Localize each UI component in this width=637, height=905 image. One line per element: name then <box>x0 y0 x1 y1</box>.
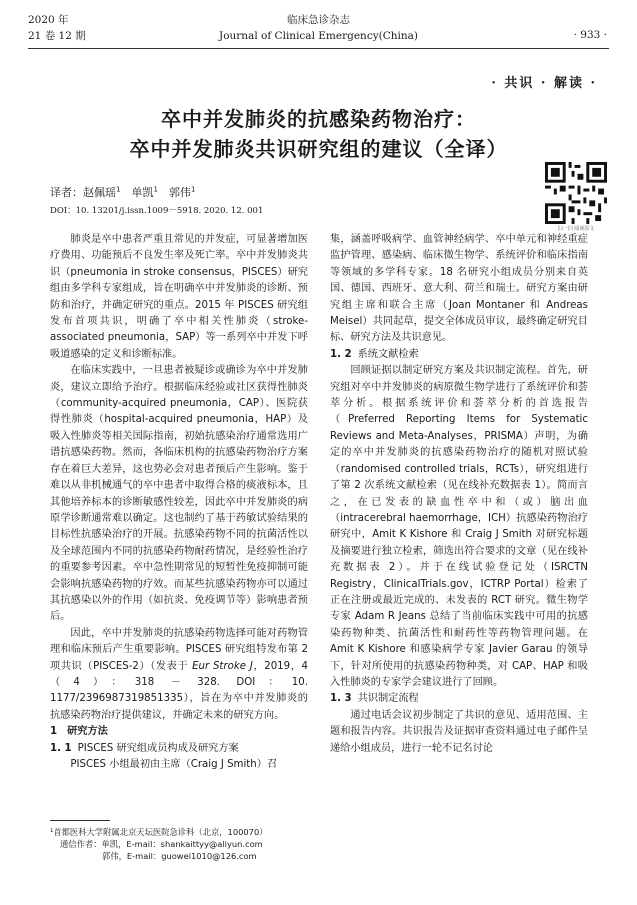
qr-code-icon[interactable] <box>545 162 607 224</box>
subsection-heading <box>50 741 308 757</box>
subsection-number: 1. 2 <box>330 348 352 360</box>
author-line <box>50 184 195 200</box>
affiliation-mark: 1 <box>190 185 196 194</box>
section-title: 研究方法 <box>67 726 108 738</box>
journal-citation: Eur Stroke J <box>192 660 253 672</box>
footnote-rule <box>50 820 110 821</box>
section-tag: · 共识 · 解读 · <box>491 76 597 91</box>
issue-volume: 21 卷 12 期 <box>28 30 86 42</box>
section-number: 1 <box>50 726 58 738</box>
affiliation-mark: 1 <box>116 185 121 194</box>
title-line-1: 卒中并发肺炎的抗感染药物治疗： <box>161 107 476 131</box>
subsection-number: 1. 3 <box>330 693 352 705</box>
running-header <box>0 0 637 52</box>
article-title <box>0 104 637 164</box>
right-column <box>330 232 588 757</box>
paragraph: 在临床实践中，一旦患者被疑诊或确诊为卒中并发肺炎，建议立即给予治疗。根据临床经验或社区获得性肺炎（community-acquired pneumonia，CAP）、医院获得性肺炎（hospital-acquired pneumonia，HAP）及吸入性肺炎等相关国际指南，初始抗感染治疗通常选用广谱抗感染药物。然而，各临床机构的抗感染药物治疗方案存在着巨大差异，这也势必会对患者预后产生影响。鉴于难以从非机械通气的卒中患者中取得合格的痰液标本，且其他培养标本的诊断敏感性较差，因此卒中并发肺炎的病原学诊断通常难以确定。这也制约了基于药敏试验结果的目标性抗感染治疗的开展。抗感染药物不同的抗菌活性以及全球范围内不同的抗感染药物耐药情况，是经验性治疗的重要参考因素。卒中急性期常见的短暂性免疫抑制可能会影响抗感染药物的疗效。而某些抗感染药物亦可以通过其抗感染以外的作用（如抗炎、免疫调节等）影响患者预后。 <box>50 365 308 623</box>
author-shan: 单凯 <box>131 186 154 199</box>
affiliation: ¹首都医科大学附属北京天坛医院急诊科（北京，100070） <box>50 827 268 837</box>
paragraph <box>50 626 308 724</box>
paragraph: 肺炎是卒中患者严重且常见的并发症，可显著增加医疗费用、功能预后不良发生率及死亡率。卒中并发肺炎共识（pneumonia in stroke consensus，PISCES）研究组由多学科专家组成，旨在明确卒中并发肺炎的诊断、预防和治疗，并确定研究的重点。2015 年 PISCES 研究组发布首项共识，明确了卒中相关性肺炎（stroke-associated pneumonia，SAP）等一系列卒中并发下呼吸道感染的定义和诊断标准。 <box>50 234 308 360</box>
journal-name <box>0 12 637 44</box>
subsection-title: PISCES 研究组成员构成及研究方案 <box>77 742 239 754</box>
left-column <box>50 232 308 773</box>
translator-prefix: 译者： <box>50 186 83 199</box>
qr-caption: 扫一扫 阅读原文 <box>557 226 595 232</box>
subsection-number: 1. 1 <box>50 742 72 754</box>
subsection-heading <box>330 691 588 707</box>
issue-year: 2020 年 <box>28 14 69 26</box>
subsection-heading <box>330 347 588 363</box>
doi: DOI：10. 13201/j.issn.1009－5918. 2020. 12. 001 <box>50 206 264 216</box>
page-number: · 933 · <box>573 29 607 41</box>
author-zhao: 赵佩瑶 <box>83 186 116 199</box>
paragraph: 通过电话会议初步制定了共识的意见、适用范围、主题和报告内容。共识报告及证据审查资料通过电子邮件呈递给小组成员，进行一轮不记名讨论 <box>330 709 588 754</box>
paragraph: PISCES 小组最初由主席（Craig J Smith）召 <box>70 759 278 770</box>
journal-name-cn: 临床急诊杂志 <box>287 14 350 26</box>
header-rule <box>28 48 609 49</box>
title-line-2: 卒中并发肺炎共识研究组的建议（全译） <box>129 137 508 161</box>
author-guo: 郭伟 <box>168 186 191 199</box>
affiliation-mark: 1 <box>153 185 158 194</box>
paragraph: 集，涵盖呼吸病学、血管神经病学、卒中单元和神经重症监护管理、感染病、临床微生物学、系统评价和临床指南等领域的多学科专家。18 名研究小组成员分别来自英国、德国、西班牙、意大利、荷兰和瑞士。研究方案由研究组主席和联合主席（Joan Montaner 和 Andreas Meisel）共同起草，提交全体成员审议，最终确定研究目标、研究方法及共识意见。 <box>330 234 588 344</box>
journal-name-en: Journal of Clinical Emergency(China) <box>218 30 419 42</box>
subsection-title: 系统文献检索 <box>357 348 419 360</box>
section-heading <box>50 724 308 740</box>
footnote <box>50 826 268 862</box>
subsection-title: 共识制定流程 <box>357 693 419 705</box>
text-run: ，2019，4（4）：318 － 328. DOI：10. 1177/2396987319851335），旨在为卒中并发肺炎的抗感染药物治疗提供建议，并确定未来的研究方向。 <box>50 660 308 721</box>
corresponding-author: 郭伟，E-mail：guowei1010@126.com <box>102 851 257 861</box>
corresponding-author: 通信作者：单凯，E-mail：shankaittyy@aliyun.com <box>60 839 263 849</box>
paragraph: 回顾证据以制定研究方案及共识制定流程。首先，研究组对卒中并发肺炎的病原微生物学进行了系统评价和荟萃分析。根据系统评价和荟萃分析的首选报告（Preferred Reporting Items for Systematic Reviews and Meta-Analyses，PRISMA）声明，为确定的卒中并发肺炎的抗感染药物治疗的随机对照试验（randomised controlled trials，RCTs），研究组进行了第 2 次系统文献检索（见在线补充数据表 1）。简而言之，在已发表的缺血性卒中和（或）脑出血（intracerebral haemorrhage，ICH）抗感染药物治疗研究中，Amit K Kishore 和 Craig J Smith 对研究标题及摘要进行独立检索，筛选出符合要求的文章（见在线补充数据表 2）。并于在线试验登记处（ISRCTN Registry，ClinicalTrials.gov，ICTRP Portal）检索了正在注册或最近完成的、未发表的 RCT 研究。微生物学专家 Adam R Jeans 总结了当前临床实践中可用的抗感染药物种类、抗菌活性和耐药性等药物管理问题。在 Amit K Kishore 和感染病学专家 Javier Garau 的领导下，针对所使用的抗感染药物种类，对 CAP、HAP 和吸入性肺炎的专家学会建议进行了回顾。 <box>330 365 588 688</box>
text-run: 因此，卒中并发肺炎的抗感染药物选择可能对药物管理和临床预后产生重要影响。PISCES 研究组特发布第 2 项共识（PISCES-2）（发表于 <box>50 627 308 672</box>
